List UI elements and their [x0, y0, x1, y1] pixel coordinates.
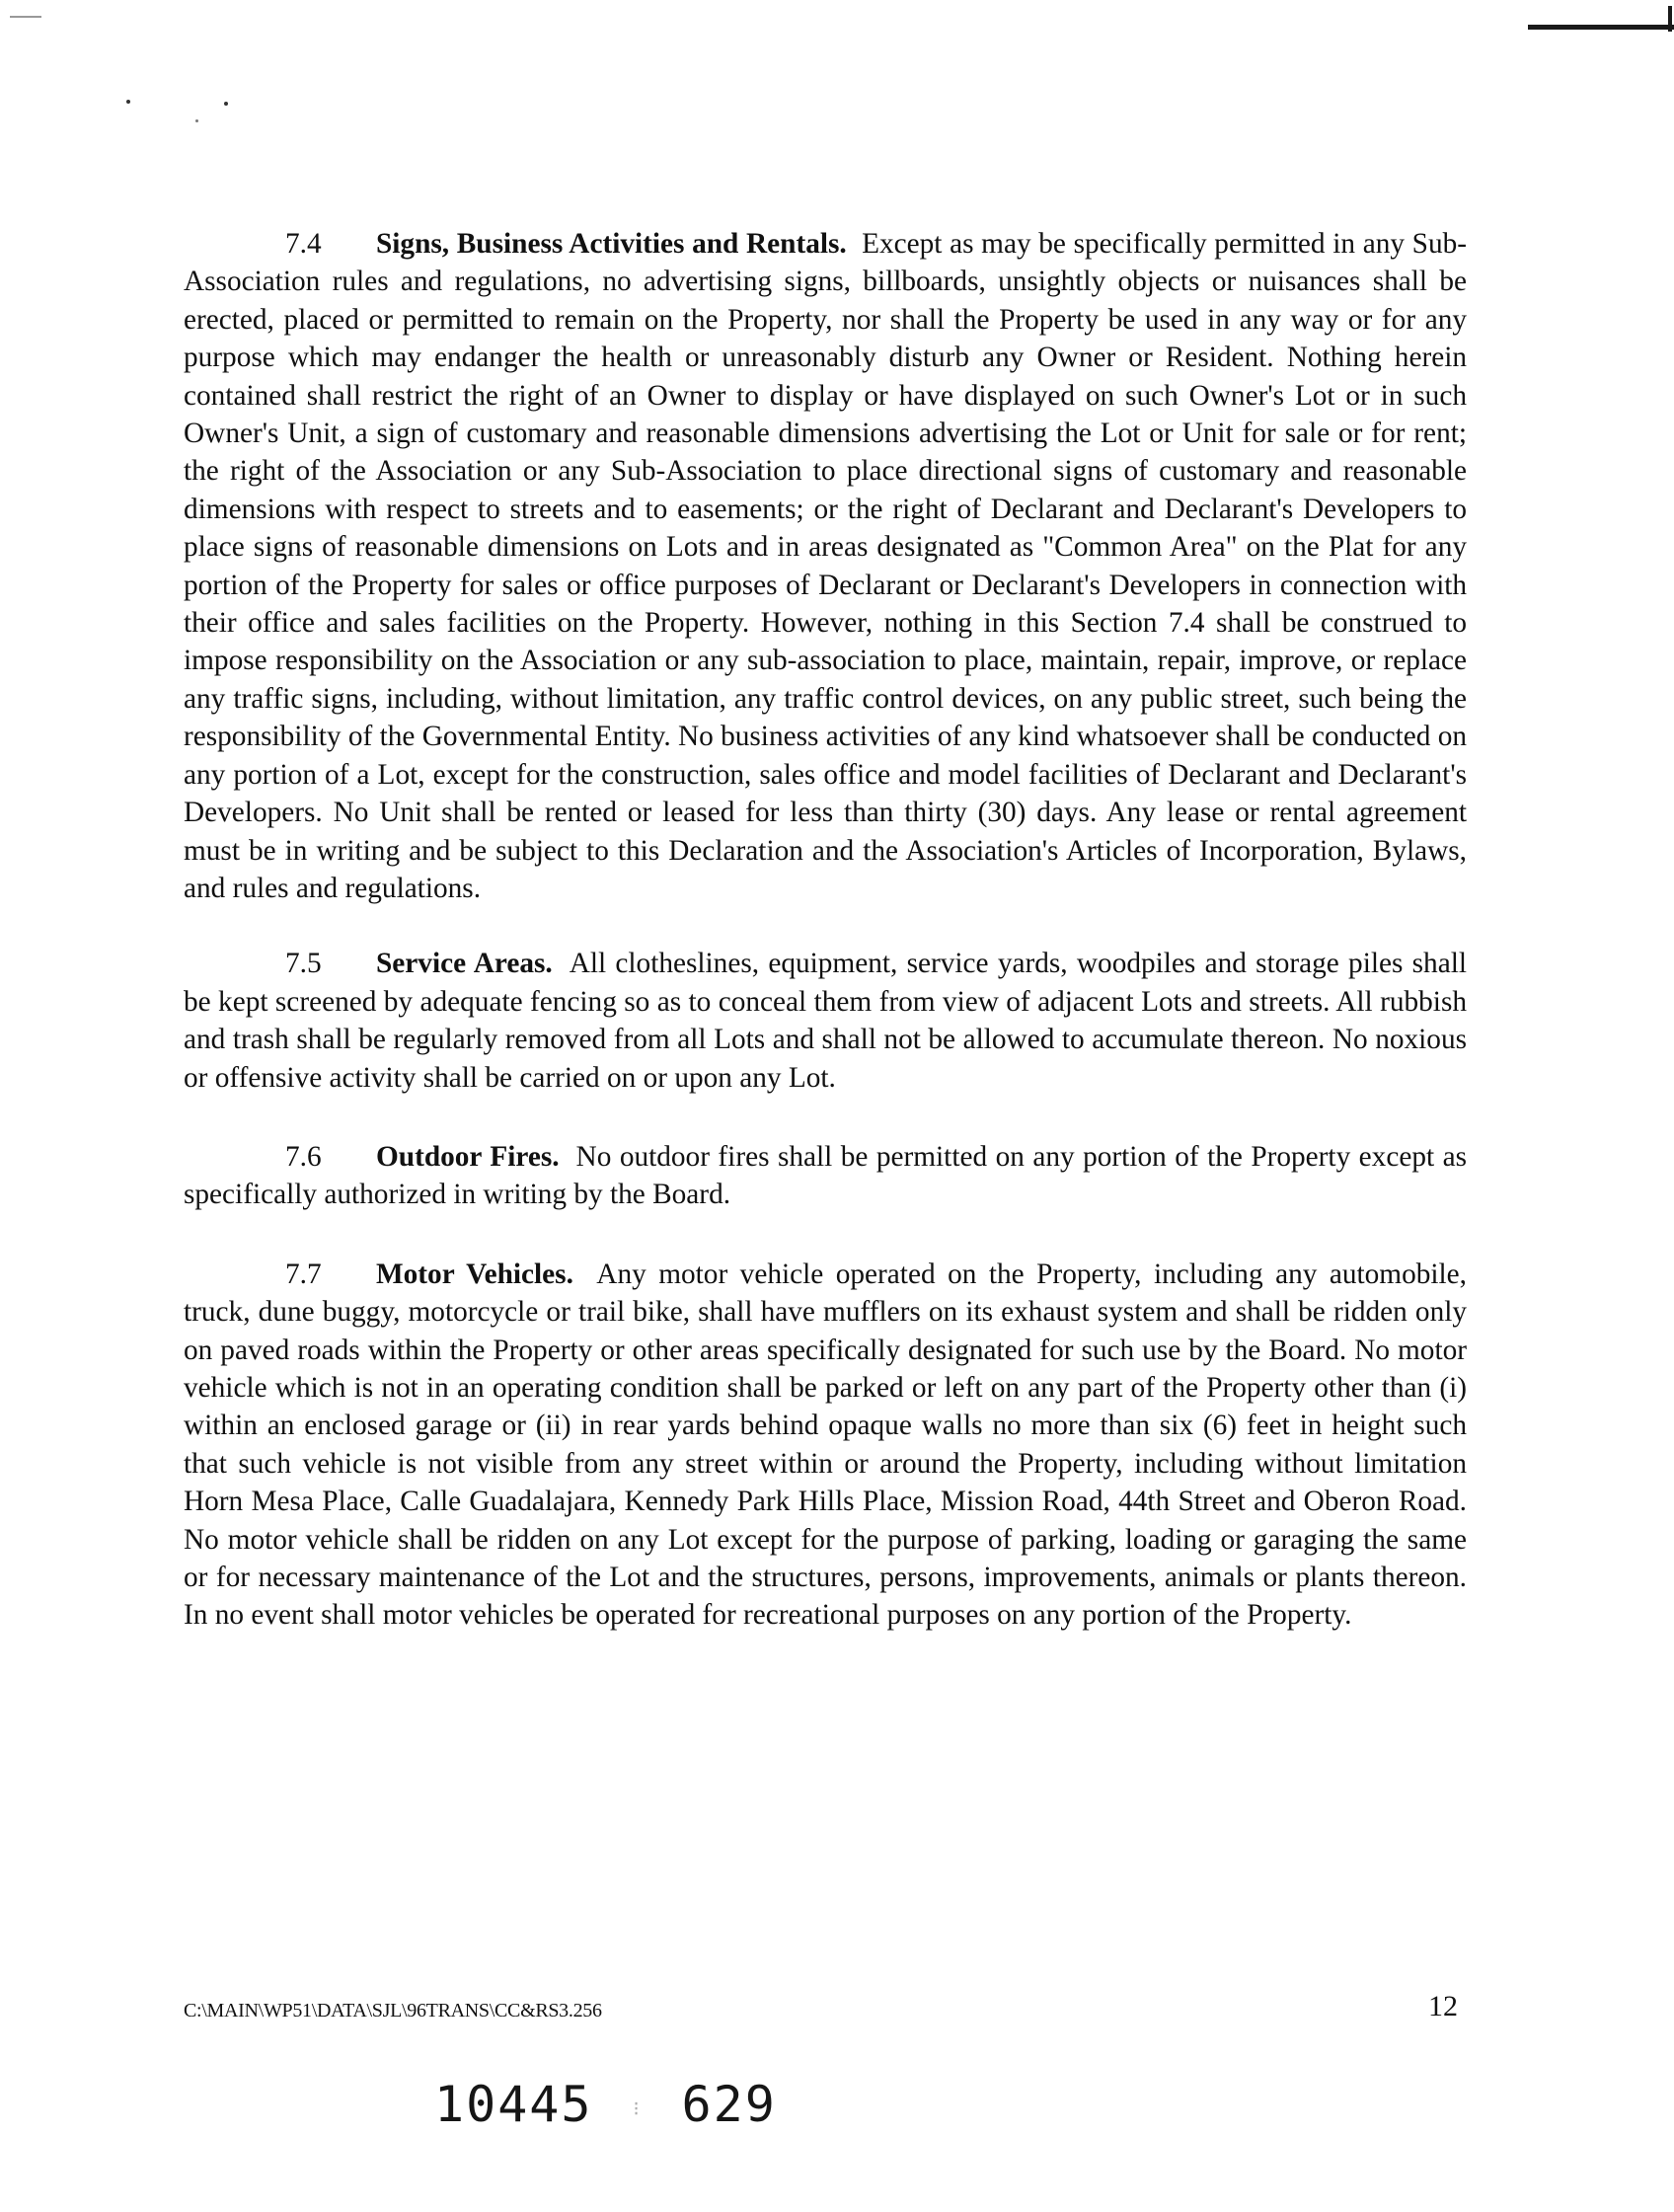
footer-file-path: C:\MAIN\WP51\DATA\SJL\96TRANS\CC&RS3.256: [184, 2000, 602, 2021]
recording-separator: ⁝: [633, 2096, 642, 2120]
section-title: Signs, Business Activities and Rentals.: [376, 228, 847, 260]
scan-artifact-tick: [1668, 6, 1672, 32]
section-text: Any motor vehicle operated on the Property, including any automobile, truck, dune buggy, motorcycle or trail bike, shall have mufflers on its exhaust system and shall be ridden only on paved roads within the Property or other areas specifically designated for such use by the Board. No motor vehicle which is not in an operating condition shall be parked or left on any part of the Property other than (i) within an enclosed garage or (ii) in rear yards behind opaque walls no more than six (6) feet in height such that such vehicle is not visible from any street within or around the Property, including without limitation Horn Mesa Place, Calle Guadalajara, Kennedy Park Hills Place, Mission Road, 44th Street and Oberon Road. No motor vehicle shall be ridden on any Lot except for the purpose of parking, loading or garaging the same or for necessary maintenance of the Lot and the structures, persons, improvements, animals or plants thereon. In no event shall motor vehicles be operated for recreational purposes on any portion of the Property.: [184, 1258, 1468, 1632]
section-number: 7.6: [285, 1140, 322, 1173]
section-7-6: [184, 1138, 1467, 1214]
scan-artifact-rule: [1528, 25, 1674, 30]
section-text: No outdoor fires shall be permitted on any portion of the Property except as specifically authorized in writing by the Board.: [184, 1140, 1467, 1211]
section-title: Service Areas.: [376, 948, 553, 980]
scan-speck: [195, 119, 198, 122]
document-body: [184, 225, 1467, 1672]
section-text: Except as may be specifically permitted in any Sub-Association rules and regulations, no advertising signs, billboards, unsightly objects or nuisances shall be erected, placed or permitted to remain on the Property, nor shall the Property be used in any way or for any purpose which may endanger the health or unreasonably disturb any Owner or Resident. Nothing herein contained shall restrict the right of an Owner to display or have displayed on such Owner's Lot or in such Owner's Unit, a sign of customary and reasonable dimensions advertising the Lot or Unit for sale or for rent; the right of the Association or any Sub-Association to place directional signs of customary and reasonable dimensions with respect to streets and to easements; or the right of Declarant and Declarant's Developers to place signs of reasonable dimensions on Lots and in areas designated as "Common Area" on the Plat for any portion of the Property for sales or office purposes of Declarant or Declarant's Developers in connection with their office and sales facilities on the Property. However, nothing in this Section 7.4 shall be construed to impose responsibility on the Association or any sub-association to place, maintain, repair, improve, or replace any traffic signs, including, without limitation, any traffic control devices, on any public street, such being the responsibility of the Governmental Entity. No business activities of any kind whatsoever shall be conducted on any portion of a Lot, except for the construction, sales office and model facilities of Declarant and Declarant's Developers. No Unit shall be rented or leased for less than thirty (30) days. Any lease or rental agreement must be in writing and be subject to this Declaration and the Association's Articles of Incorporation, Bylaws, and rules and regulations.: [184, 228, 1468, 904]
section-number: 7.7: [285, 1258, 322, 1290]
section-7-4: [184, 225, 1467, 907]
section-title: Outdoor Fires.: [376, 1140, 560, 1173]
scan-artifact-mark: [10, 16, 41, 18]
section-7-7: [184, 1256, 1467, 1635]
section-7-5: [184, 945, 1467, 1097]
section-number: 7.4: [285, 228, 322, 260]
section-text: All clotheslines, equipment, service yards, woodpiles and storage piles shall be kept screened by adequate fencing so as to conceal them from view of adjacent Lots and streets. All rubbish and trash shall be regularly removed from all Lots and shall not be allowed to accumulate thereon. No noxious or offensive activity shall be carried on or upon any Lot.: [184, 948, 1467, 1094]
scan-speck: [224, 102, 228, 106]
recording-book-number: 10445: [434, 2076, 593, 2133]
scan-speck: [126, 100, 130, 104]
page-number: 12: [1428, 1990, 1458, 2022]
recording-stamp: [434, 2076, 777, 2133]
recording-page-number: 629: [681, 2076, 777, 2133]
section-title: Motor Vehicles.: [376, 1258, 573, 1290]
section-number: 7.5: [285, 948, 322, 980]
